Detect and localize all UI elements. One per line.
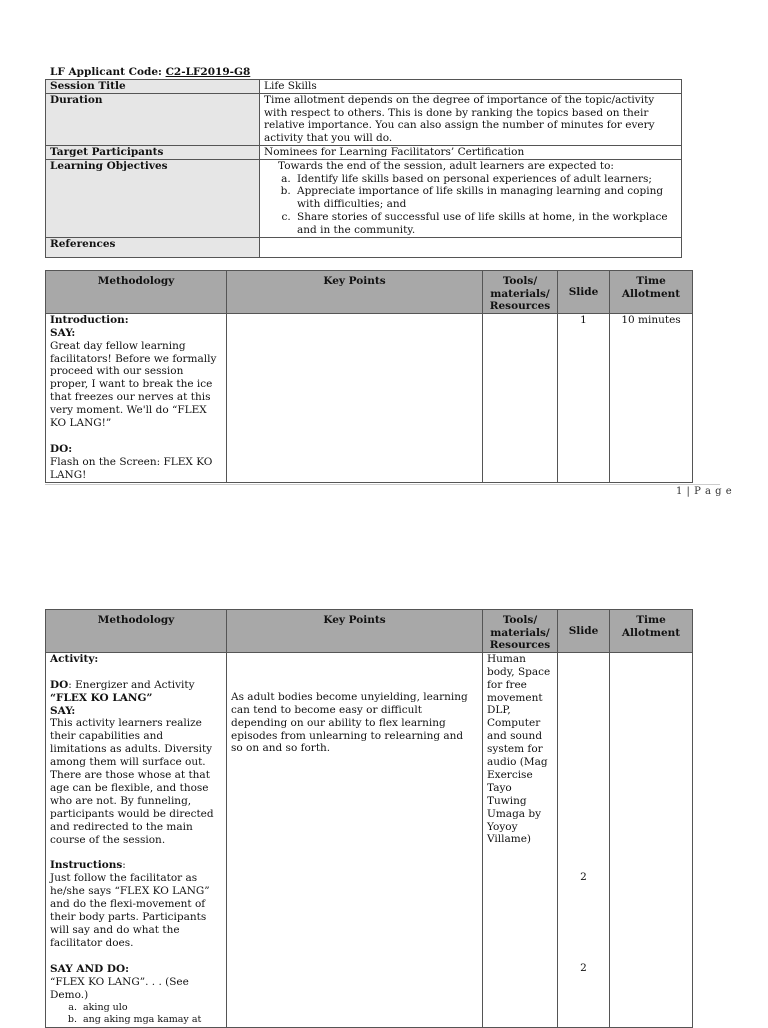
col-key-points: Key Points bbox=[227, 271, 483, 314]
col-slide: Slide bbox=[558, 271, 610, 314]
do-text: : Energizer and Activity bbox=[68, 678, 195, 691]
applicant-code bbox=[50, 66, 250, 78]
col-tools: Tools/ materials/ Resources bbox=[483, 271, 558, 314]
slide-say-do: 2 bbox=[580, 961, 587, 974]
table-row bbox=[46, 313, 693, 482]
tools-cell bbox=[483, 313, 558, 482]
methodology-table-page2 bbox=[45, 609, 693, 1028]
target-label: Target Participants bbox=[46, 145, 260, 159]
do-label: DO bbox=[50, 678, 69, 691]
info-row-objectives bbox=[46, 159, 682, 237]
activity-label: Activity: bbox=[50, 652, 99, 665]
say-text: This activity learners realize their capabilities and limitations as adults. Diversity among them will surface out. There are those whose at that age can be flexible, and those who are not. By funneling, participants would be directed and redirected to the main course of the session. bbox=[50, 717, 214, 846]
objective-item: a. Identify life skills based on personal experiences of adult learners; bbox=[294, 173, 677, 186]
objective-item: b. Appreciate importance of life skills in managing learning and coping with difficulties; and bbox=[294, 185, 677, 211]
objectives-list bbox=[264, 173, 677, 237]
info-row-references bbox=[46, 237, 682, 257]
session-info-table bbox=[45, 79, 682, 258]
info-row-duration bbox=[46, 93, 682, 145]
col-time: Time Allotment bbox=[610, 610, 693, 653]
instructions-line: Instructions: bbox=[50, 859, 126, 872]
col-time: Time Allotment bbox=[610, 271, 693, 314]
tools-text: Human body, Space for free movement DLP, Computer and sound system for audio (Mag Exercise Tayo Tuwing Umaga by Yoyoy Villame) bbox=[487, 652, 551, 846]
tools-cell bbox=[483, 652, 558, 1028]
say-label: SAY: bbox=[50, 704, 76, 717]
do-text: Flash on the Screen: FLEX KO LANG! bbox=[50, 455, 213, 481]
time-cell: 10 minutes bbox=[610, 313, 693, 482]
applicant-code-label: LF Applicant Code: bbox=[50, 66, 166, 78]
time-cell bbox=[610, 652, 693, 1028]
methodology-cell bbox=[46, 313, 227, 482]
say-do-item: b. ang aking mga kamay at bbox=[80, 1014, 222, 1027]
objectives-intro: Towards the end of the session, adult learners are expected to: bbox=[278, 159, 614, 172]
activity-name: “FLEX KO LANG” bbox=[50, 691, 153, 704]
objective-item: c. Share stories of successful use of life skills at home, in the workplace and in the community. bbox=[294, 211, 677, 237]
slide-instructions: 2 bbox=[580, 870, 587, 883]
methodology-table-page1 bbox=[45, 270, 693, 483]
target-value: Nominees for Learning Facilitators’ Certification bbox=[260, 145, 682, 159]
duration-label: Duration bbox=[46, 93, 260, 145]
slide-cell bbox=[558, 652, 610, 1028]
col-slide: Slide bbox=[558, 610, 610, 653]
col-methodology: Methodology bbox=[46, 610, 227, 653]
say-do-item: a. aking ulo bbox=[80, 1002, 222, 1015]
instructions-text: Just follow the facilitator as he/she says “FLEX KO LANG” and do the flexi-movement of their body parts. Participants will say and do what the facilitator does. bbox=[50, 872, 210, 949]
methodology-cell bbox=[46, 652, 227, 1028]
col-methodology: Methodology bbox=[46, 271, 227, 314]
session-title-label: Session Title bbox=[46, 80, 260, 94]
say-do-text: “FLEX KO LANG”. . . (See Demo.) bbox=[50, 975, 189, 1001]
footer-divider bbox=[45, 484, 720, 485]
applicant-code-value: C2-LF2019-G8 bbox=[165, 66, 251, 78]
session-title-value: Life Skills bbox=[260, 80, 682, 94]
methodology-header-row bbox=[46, 610, 693, 653]
say-do-list bbox=[50, 1002, 222, 1028]
say-label: SAY: bbox=[50, 326, 76, 339]
info-row-target bbox=[46, 145, 682, 159]
page-number: 1 | P a g e bbox=[676, 486, 733, 497]
objectives-label: Learning Objectives bbox=[46, 159, 260, 237]
slide-cell: 1 bbox=[558, 313, 610, 482]
methodology-header-row bbox=[46, 271, 693, 314]
instructions-label: Instructions bbox=[50, 859, 123, 872]
references-value bbox=[260, 237, 682, 257]
say-do-label: SAY AND DO: bbox=[50, 962, 129, 975]
objectives-value bbox=[260, 159, 682, 237]
table-row bbox=[46, 652, 693, 1028]
intro-label: Introduction: bbox=[50, 313, 129, 326]
say-text: Great day fellow learning facilitators! Before we formally proceed with our session proper, I want to break the ice that freezes our nerves at this very moment. We'll do “FLEX KO LANG!” bbox=[50, 339, 217, 430]
col-key-points: Key Points bbox=[227, 610, 483, 653]
key-points-cell bbox=[227, 313, 483, 482]
key-points-text: As adult bodies become unyielding, learning can tend to become easy or difficult depending on our ability to flex learning episodes from unlearning to relearning and so on and so forth. bbox=[231, 690, 468, 755]
col-tools: Tools/ materials/ Resources bbox=[483, 610, 558, 653]
references-label: References bbox=[46, 237, 260, 257]
info-row-session-title bbox=[46, 80, 682, 94]
do-line bbox=[50, 679, 222, 692]
key-points-cell bbox=[227, 652, 483, 1028]
duration-value: Time allotment depends on the degree of importance of the topic/activity with respect to others. This is done by ranking the topics based on their relative importance. You can also assign the number of minutes for every activity that you will do. bbox=[260, 93, 682, 145]
do-label: DO: bbox=[50, 442, 73, 455]
